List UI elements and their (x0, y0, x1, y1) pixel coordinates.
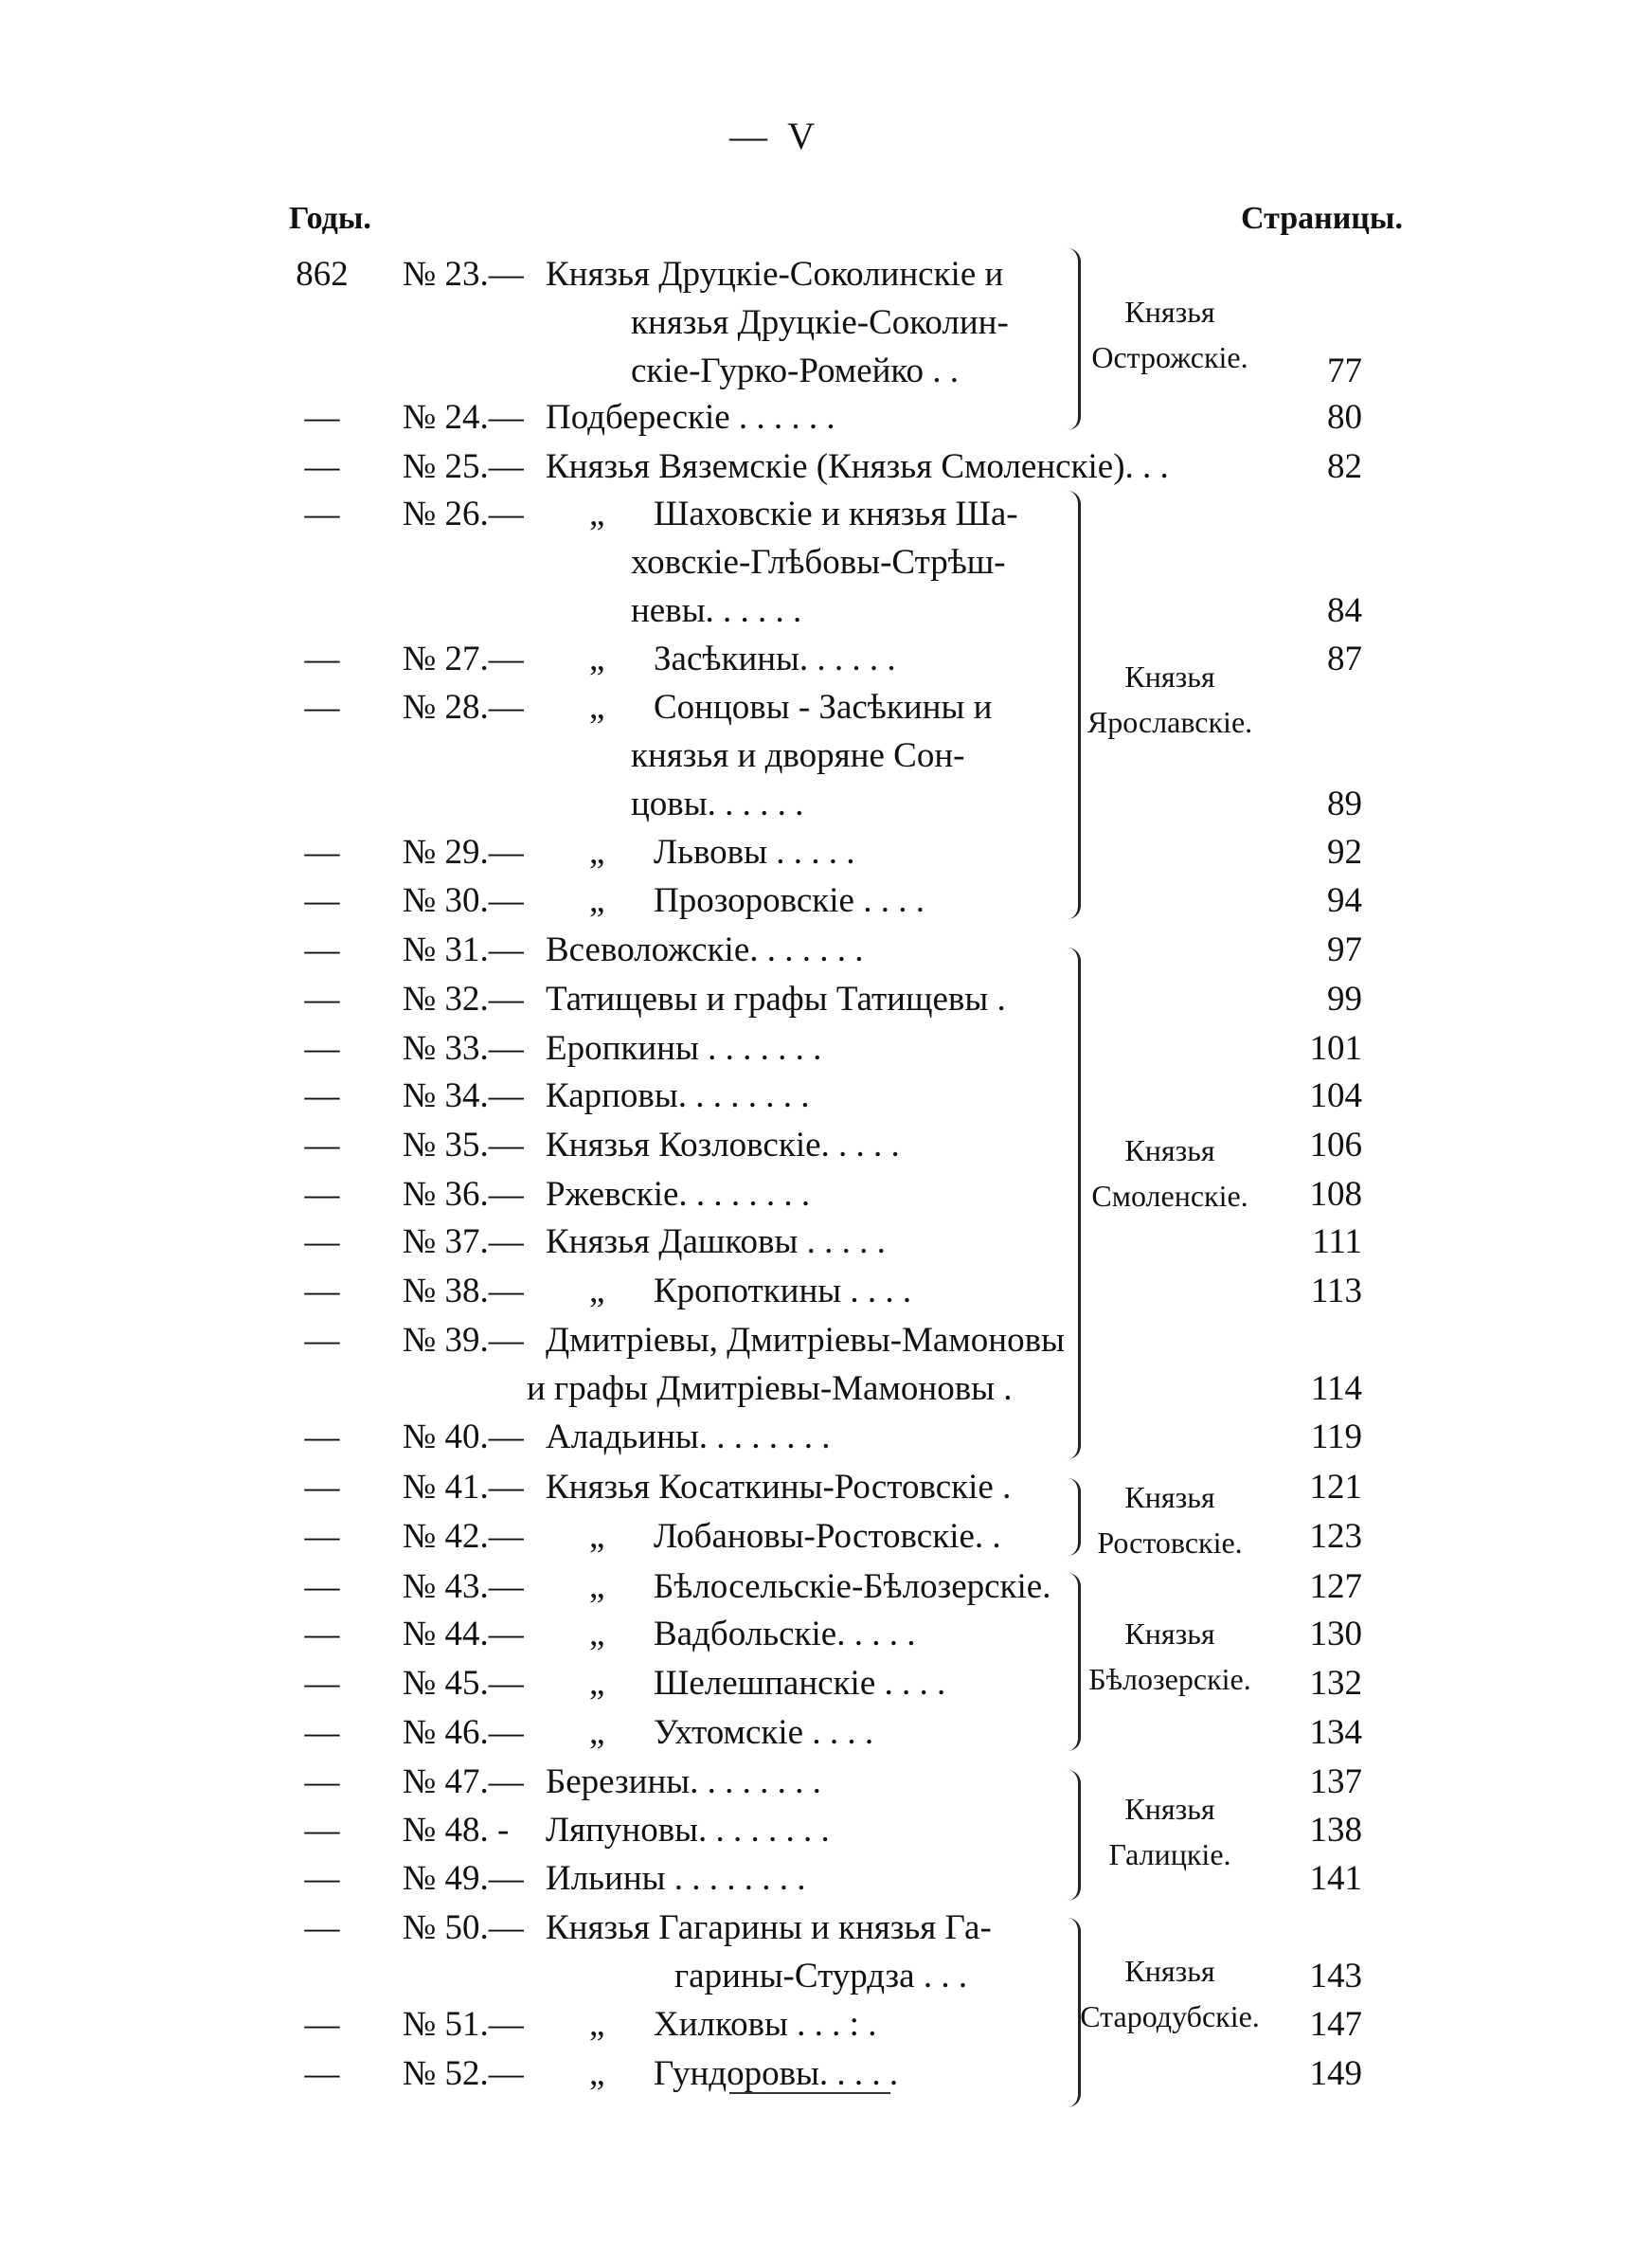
entry-year: — (304, 833, 340, 872)
entry-page: 138 (1309, 1811, 1362, 1850)
entry-number: № 46.— (403, 1713, 524, 1752)
entry-page: 77 (1327, 352, 1362, 390)
entry-page: 137 (1309, 1762, 1362, 1801)
entry-page: 132 (1309, 1664, 1362, 1703)
entry-number: № 38.— (403, 1272, 524, 1310)
entry-number: № 52.— (403, 2054, 524, 2093)
group-brace (1067, 248, 1081, 430)
toc-entry (0, 491, 1652, 636)
toc-entry (0, 1414, 1652, 1462)
entry-year: — (304, 1029, 340, 1068)
entry-year: — (304, 1222, 340, 1261)
entry-page: 127 (1309, 1567, 1362, 1606)
entry-year: — (304, 1615, 340, 1653)
toc-entry (0, 1905, 1652, 2001)
entry-page: 141 (1309, 1859, 1362, 1898)
entry-number: № 48. - (403, 1811, 510, 1850)
entry-title-line: Князья Козловскiе. . . . . (546, 1126, 900, 1165)
ditto-mark: „ (589, 2054, 605, 2093)
entry-page: 123 (1309, 1517, 1362, 1556)
group-label: Князья Смоленскiе. (1091, 1133, 1248, 1213)
toc-entry (0, 1171, 1652, 1219)
entry-page: 82 (1327, 447, 1362, 486)
entry-year: — (304, 980, 340, 1019)
entry-title-line: Вадбольскiе. . . . . (654, 1615, 916, 1653)
entry-title-line: Ляпуновы. . . . . . . . (546, 1811, 830, 1850)
toc-entry (0, 1855, 1652, 1904)
entry-number: № 39.— (403, 1321, 524, 1360)
group-label: Князья Ростовскiе. (1097, 1480, 1243, 1560)
toc-entry (0, 877, 1652, 926)
entry-year: — (304, 1126, 340, 1165)
group-label: Князья Острожскiе. (1091, 295, 1248, 374)
group-brace (1067, 1770, 1081, 1901)
ditto-mark: „ (589, 688, 605, 727)
group-brace (1067, 491, 1081, 919)
entry-number: № 27.— (403, 640, 524, 678)
entry-page: 119 (1310, 1417, 1362, 1456)
entry-page: 106 (1309, 1126, 1362, 1165)
entry-number: № 32.— (403, 980, 524, 1019)
ditto-mark: „ (589, 881, 605, 920)
entry-title-line: Засѣкины. . . . . . (654, 640, 896, 678)
entry-year: — (304, 1908, 340, 1947)
ditto-mark: „ (589, 1567, 605, 1606)
entry-page: 87 (1327, 640, 1362, 678)
entry-year: — (304, 495, 340, 533)
toc-entry (0, 1759, 1652, 1807)
entry-number: № 36.— (403, 1175, 524, 1214)
entry-number: № 44.— (403, 1615, 524, 1653)
entry-year: — (304, 1321, 340, 1360)
toc-entry (0, 1464, 1652, 1512)
entry-title-line: Гундоровы. . . . . (654, 2054, 899, 2093)
entry-title-line: Всеволожскiе. . . . . . . (546, 930, 864, 969)
ditto-mark: „ (589, 2005, 605, 2044)
entry-number: № 37.— (403, 1222, 524, 1261)
entry-title-line: Ильины . . . . . . . . (546, 1859, 806, 1898)
entry-title-line: Князья Друцкiе-Соколинскiе и (546, 255, 1004, 294)
entry-page: 104 (1309, 1076, 1362, 1115)
entry-title-line: Кропоткины . . . . (654, 1272, 912, 1310)
toc-entry (0, 443, 1652, 492)
group-label: Князья Стародубскiе. (1080, 1954, 1260, 2033)
entry-number: № 51.— (403, 2005, 524, 2044)
toc-entry (0, 829, 1652, 877)
toc-entry (0, 1122, 1652, 1170)
entry-page: 97 (1327, 930, 1362, 969)
entry-year: — (304, 398, 340, 437)
toc-entry (0, 1073, 1652, 1121)
entry-year: — (304, 1417, 340, 1456)
toc-entry (0, 1219, 1652, 1267)
toc-entry (0, 927, 1652, 975)
entry-title-line: князья Друцкiе-Соколин- (631, 303, 1009, 342)
entry-title-line: ховскiе-Глѣбовы-Стрѣш- (631, 543, 1006, 582)
entry-title-line: цовы. . . . . . (631, 785, 804, 823)
entry-title-line: Березины. . . . . . . . (546, 1762, 821, 1801)
entry-title-line: Ухтомскiе . . . . (654, 1713, 874, 1752)
group-label: Князья Ярославскiе. (1086, 659, 1253, 739)
entry-page: 134 (1309, 1713, 1362, 1752)
entry-title-line: Князья Вяземскiе (Князья Смоленскiе). . . (546, 447, 1169, 486)
entry-year: — (304, 1076, 340, 1115)
entry-number: № 40.— (403, 1417, 524, 1456)
toc-entry (0, 1268, 1652, 1316)
entry-title-line: и графы Дмитрiевы-Мамоновы . (527, 1369, 1013, 1408)
entry-title-line: Карповы. . . . . . . . (546, 1076, 810, 1115)
entry-number: № 34.— (403, 1076, 524, 1115)
toc-entry (0, 1317, 1652, 1414)
entry-page: 84 (1327, 591, 1362, 630)
entry-year: — (304, 1713, 340, 1752)
ditto-mark: „ (589, 1272, 605, 1310)
entry-number: № 26.— (403, 495, 524, 533)
entry-title-line: Князья Дашковы . . . . . (546, 1222, 886, 1261)
entry-number: № 43.— (403, 1567, 524, 1606)
entry-number: № 47.— (403, 1762, 524, 1801)
toc-entry (0, 1660, 1652, 1708)
entry-year: — (304, 2054, 340, 2093)
entry-year: — (304, 1859, 340, 1898)
entry-title-line: гарины-Стурдза . . . (674, 1957, 968, 1995)
entry-page: 149 (1309, 2054, 1362, 2093)
entry-title-line: Шелешпанскiе . . . . (654, 1664, 946, 1703)
group-label: Князья Бѣлозерскiе. (1088, 1616, 1251, 1696)
toc-entry (0, 394, 1652, 442)
entry-page: 94 (1327, 881, 1362, 920)
entry-number: № 49.— (403, 1859, 524, 1898)
toc-entry (0, 1611, 1652, 1659)
entry-year: — (304, 1517, 340, 1556)
entry-page: 143 (1309, 1957, 1362, 1995)
entry-title-line: князья и дворяне Сон- (631, 736, 965, 775)
entry-year: — (304, 1175, 340, 1214)
entry-title-line: Сонцовы - Засѣкины и (654, 688, 993, 727)
entry-number: № 35.— (403, 1126, 524, 1165)
years-column-header: Годы. (289, 201, 371, 236)
entry-title-line: Князья Гагарины и князья Га- (546, 1908, 992, 1947)
entry-title-line: Бѣлосельскiе-Бѣлозерскiе. (654, 1567, 1051, 1606)
toc-entry (0, 2001, 1652, 2049)
entry-title-line: Шаховскiе и князья Ша- (654, 495, 1018, 533)
toc-entry (0, 1563, 1652, 1612)
entry-number: № 25.— (403, 447, 524, 486)
entry-title-line: Ржевскiе. . . . . . . . (546, 1175, 811, 1214)
toc-entry (0, 636, 1652, 684)
toc-entry (0, 1709, 1652, 1758)
entry-title-line: Хилковы . . . : . (654, 2005, 877, 2044)
entry-title-line: Дмитрiевы, Дмитрiевы-Мамоновы (546, 1321, 1065, 1360)
entry-page: 89 (1327, 785, 1362, 823)
entry-number: № 30.— (403, 881, 524, 920)
entry-number: № 29.— (403, 833, 524, 872)
entry-page: 92 (1327, 833, 1362, 872)
group-brace (1067, 1573, 1081, 1751)
entry-year: — (304, 1272, 340, 1310)
ditto-mark: „ (589, 495, 605, 533)
entry-year: — (304, 1567, 340, 1606)
entry-page: 101 (1309, 1029, 1362, 1068)
ditto-mark: „ (589, 1615, 605, 1653)
pages-column-header: Страницы. (1241, 201, 1403, 236)
ditto-mark: „ (589, 1713, 605, 1752)
entry-title-line: Львовы . . . . . (654, 833, 855, 872)
toc-entry (0, 1025, 1652, 1074)
toc-entry (0, 976, 1652, 1024)
entry-number: № 23.— (403, 255, 524, 294)
entry-year: — (304, 447, 340, 486)
group-brace (1067, 1918, 1081, 2107)
toc-entry (0, 684, 1652, 829)
entry-page: 80 (1327, 398, 1362, 437)
entry-year: — (304, 688, 340, 727)
group-label: Князья Галицкiе. (1108, 1792, 1231, 1871)
entry-page: 114 (1310, 1369, 1362, 1408)
entry-title-line: Подберескiе . . . . . . (546, 398, 835, 437)
entry-year: — (304, 2005, 340, 2044)
group-brace (1067, 1478, 1081, 1556)
entry-number: № 41.— (403, 1468, 524, 1507)
entry-page: 99 (1327, 980, 1362, 1019)
entry-year: — (304, 1811, 340, 1850)
toc-entry (0, 1807, 1652, 1855)
entry-page: 147 (1309, 2005, 1362, 2044)
entry-number: № 31.— (403, 930, 524, 969)
entry-number: № 33.— (403, 1029, 524, 1068)
toc-entry (0, 251, 1652, 396)
entry-year: — (304, 930, 340, 969)
entry-page: 121 (1309, 1468, 1362, 1507)
entry-number: № 28.— (403, 688, 524, 727)
group-brace (1067, 948, 1081, 1459)
entry-year: — (304, 640, 340, 678)
entry-year: 862 (296, 255, 349, 294)
ditto-mark: „ (589, 1664, 605, 1703)
entry-number: № 45.— (403, 1664, 524, 1703)
entry-year: — (304, 1664, 340, 1703)
entry-title-line: скiе-Гурко-Ромейко . . (631, 352, 960, 390)
toc-entry (0, 1513, 1652, 1562)
entry-page: 130 (1309, 1615, 1362, 1653)
entry-page: 108 (1309, 1175, 1362, 1214)
entry-page: 111 (1312, 1222, 1362, 1261)
entry-year: — (304, 1762, 340, 1801)
ditto-mark: „ (589, 640, 605, 678)
entry-number: № 42.— (403, 1517, 524, 1556)
entry-title-line: Прозоровскiе . . . . (654, 881, 925, 920)
entry-year: — (304, 881, 340, 920)
page-number: — V (729, 115, 821, 157)
entry-title-line: Князья Косаткины-Ростовскiе . (546, 1468, 1012, 1507)
entry-title-line: Лобановы-Ростовскiе. . (654, 1517, 1001, 1556)
ditto-mark: „ (589, 833, 605, 872)
entry-page: 113 (1310, 1272, 1362, 1310)
entry-title-line: невы. . . . . . (631, 591, 802, 630)
entry-number: № 24.— (403, 398, 524, 437)
entry-title-line: Еропкины . . . . . . . (546, 1029, 822, 1068)
entry-year: — (304, 1468, 340, 1507)
closing-rule (729, 2092, 890, 2094)
entry-title-line: Аладьины. . . . . . . . (546, 1417, 831, 1456)
entry-number: № 50.— (403, 1908, 524, 1947)
ditto-mark: „ (589, 1517, 605, 1556)
entry-title-line: Татищевы и графы Татищевы . (546, 980, 1006, 1019)
